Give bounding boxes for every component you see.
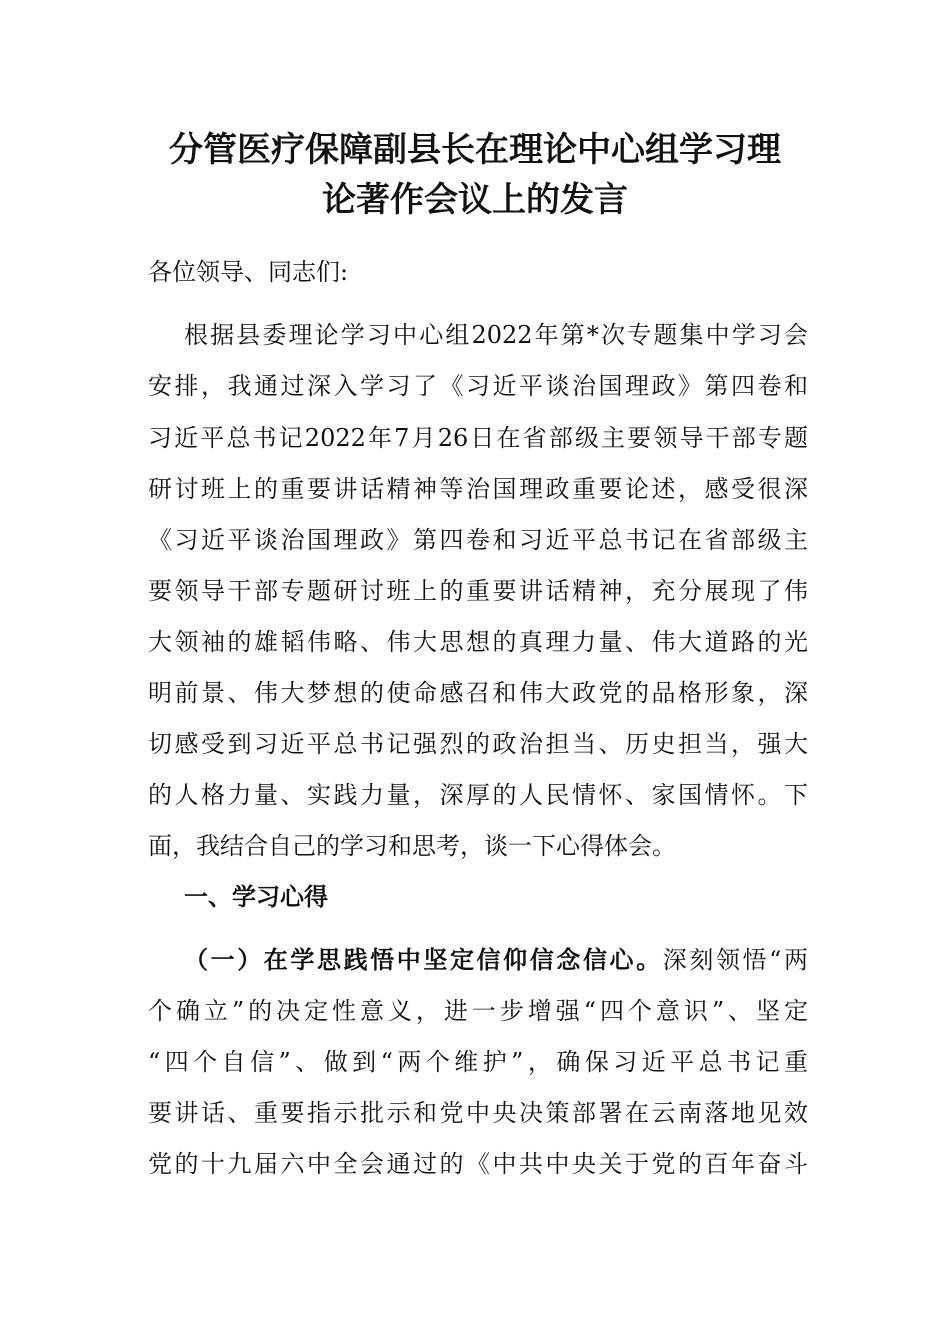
paragraph-1-line: 习近平总书记2022年7月26日在省部级主要领导干部专题 [148,424,808,452]
paragraph-1-line: 面，我结合自己的学习和思考，谈一下心得体会。 [148,832,676,860]
document-title-line-1: 分管医疗保障副县长在理论中心组学习理 [169,130,781,170]
greeting: 各位领导、同志们: [148,258,349,286]
paragraph-2-line-start: 深刻领悟“两 [662,946,809,974]
paragraph-2-line: 个确立”的决定性意义，进一步增强“四个意识”、坚定 [148,997,808,1025]
subsection-heading: （一）在学思践悟中坚定信仰信念信心。 [184,946,663,974]
paragraph-1-line: 明前景、伟大梦想的使命感召和伟大政党的品格形象，深 [148,679,808,707]
paragraph-2-line: “四个自信”、做到“两个维护”，确保习近平总书记重 [148,1048,808,1076]
paragraph-1-line: 安排，我通过深入学习了《习近平谈治国理政》第四卷和 [148,372,808,400]
paragraph-1-line: 的人格力量、实践力量，深厚的人民情怀、家国情怀。下 [148,781,808,809]
subsection-first-line [184,940,808,980]
paragraph-1-line: 《习近平谈治国理政》第四卷和习近平总书记在省部级主 [148,526,808,554]
paragraph-1-line: 大领袖的雄韬伟略、伟大思想的真理力量、伟大道路的光 [148,628,808,656]
paragraph-1-line: 根据县委理论学习中心组2022年第*次专题集中学习会 [184,321,808,349]
paragraph-1-line: 要领导干部专题研讨班上的重要讲话精神，充分展现了伟 [148,577,808,605]
paragraph-1-line: 研讨班上的重要讲话精神等治国理政重要论述，感受很深 [148,475,808,503]
paragraph-2-line: 党的十九届六中全会通过的《中共中央关于党的百年奋斗 [148,1150,808,1178]
document-title-line-2: 论著作会议上的发言 [322,180,628,220]
paragraph-2-line: 要讲话、重要指示批示和党中央决策部署在云南落地见效 [148,1099,808,1127]
section-heading: 一、学习心得 [184,883,328,911]
paragraph-1-line: 切感受到习近平总书记强烈的政治担当、历史担当，强大 [148,730,808,758]
